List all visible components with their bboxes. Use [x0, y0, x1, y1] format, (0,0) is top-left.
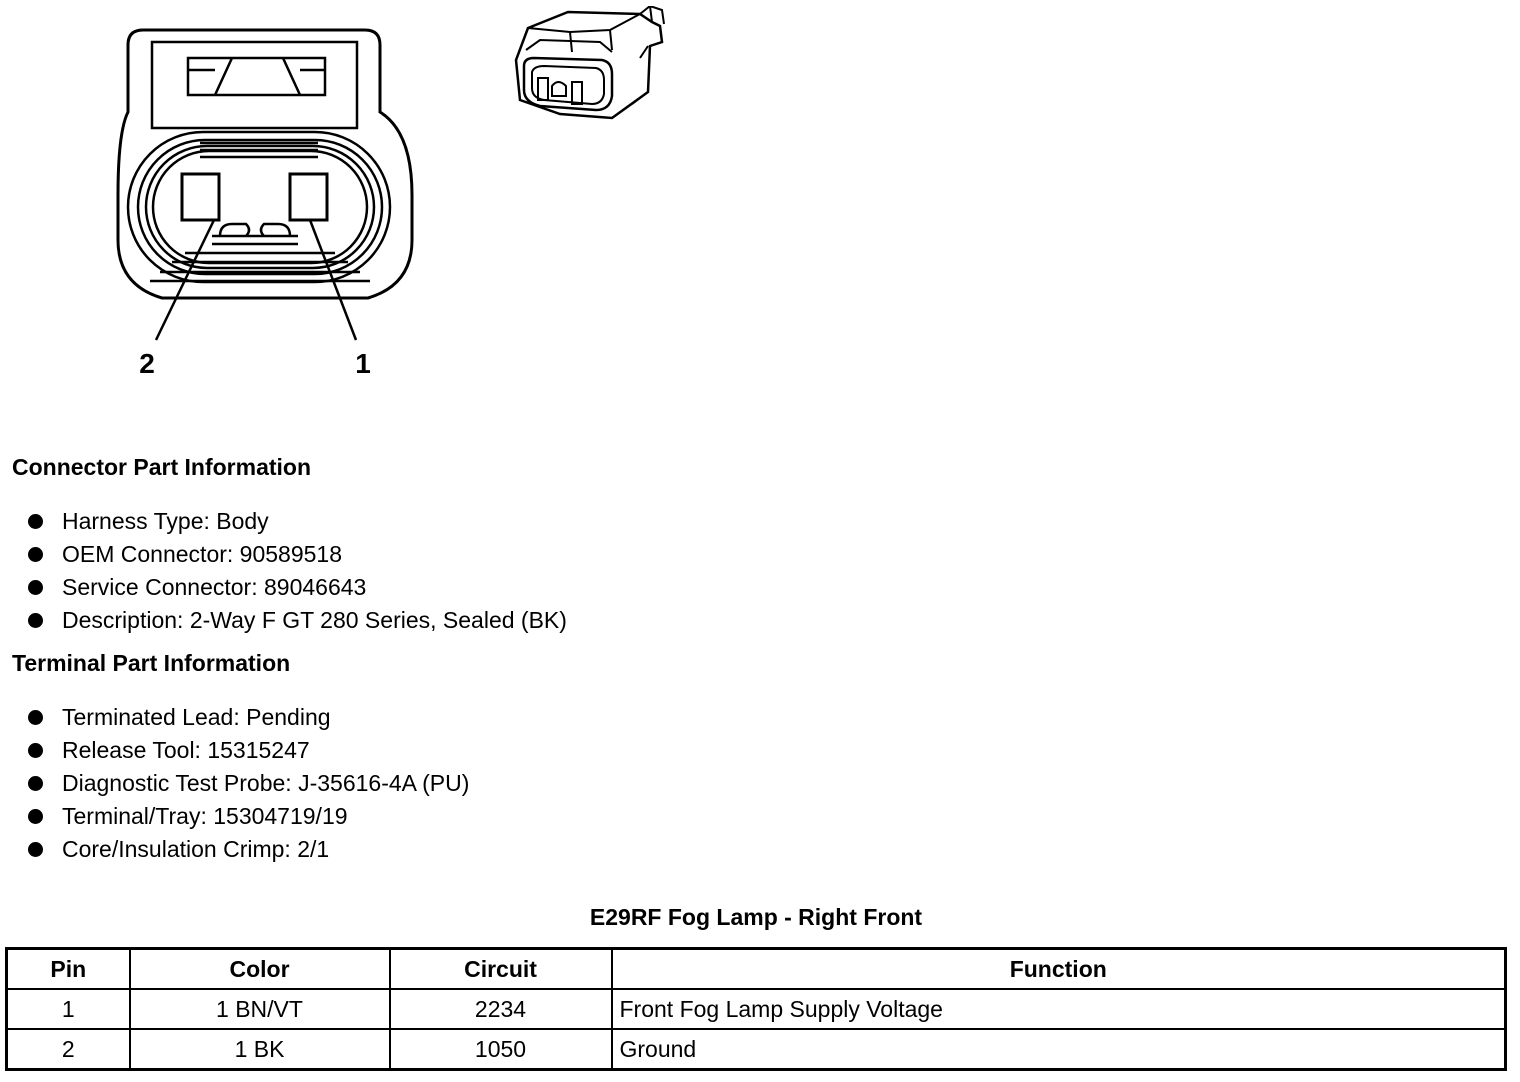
- list-item: [28, 571, 567, 604]
- pin-label-1: 1: [355, 348, 371, 379]
- bullet-icon: [28, 842, 43, 857]
- pinout-table: [5, 947, 1507, 1071]
- bullet-icon: [28, 613, 43, 628]
- list-item: [28, 734, 469, 767]
- list-item: [28, 833, 469, 866]
- connector-isometric-diagram: [508, 6, 674, 122]
- list-item-text: Release Tool: 15315247: [62, 737, 310, 763]
- list-item: [28, 767, 469, 800]
- connector-info-list: [28, 505, 567, 637]
- list-item: [28, 604, 567, 637]
- bullet-icon: [28, 547, 43, 562]
- terminal-info-heading: Terminal Part Information: [12, 650, 291, 676]
- cell-circuit: 2234: [390, 989, 612, 1029]
- list-item-text: OEM Connector: 90589518: [62, 541, 343, 567]
- bullet-icon: [28, 514, 43, 529]
- list-item-text: Diagnostic Test Probe: J-35616-4A (PU): [62, 770, 470, 796]
- cell-function: Front Fog Lamp Supply Voltage: [612, 989, 1506, 1029]
- list-item: [28, 538, 567, 571]
- bullet-icon: [28, 776, 43, 791]
- bullet-icon: [28, 809, 43, 824]
- terminal-info-list: [28, 701, 469, 866]
- bullet-icon: [28, 743, 43, 758]
- list-item-text: Harness Type: Body: [62, 508, 269, 534]
- column-header-pin: Pin: [7, 949, 130, 990]
- list-item-text: Description: 2-Way F GT 280 Series, Sealed (BK): [62, 607, 567, 633]
- list-item-text: Service Connector: 89046643: [62, 574, 367, 600]
- list-item-text: Terminal/Tray: 15304719/19: [62, 803, 348, 829]
- connector-info-heading: Connector Part Information: [12, 454, 312, 480]
- cell-function: Ground: [612, 1029, 1506, 1070]
- column-header-color: Color: [130, 949, 390, 990]
- column-header-function: Function: [612, 949, 1506, 990]
- column-header-circuit: Circuit: [390, 949, 612, 990]
- connector-face-diagram: [80, 22, 440, 384]
- list-item: [28, 800, 469, 833]
- bullet-icon: [28, 580, 43, 595]
- list-item: [28, 701, 469, 734]
- cell-pin: 1: [7, 989, 130, 1029]
- list-item-text: Terminated Lead: Pending: [62, 704, 331, 730]
- table-title: E29RF Fog Lamp - Right Front: [589, 904, 923, 930]
- cell-circuit: 1050: [390, 1029, 612, 1070]
- cell-pin: 2: [7, 1029, 130, 1070]
- table-header-row: [7, 949, 1506, 990]
- pin-label-2: 2: [139, 348, 155, 379]
- list-item: [28, 505, 567, 538]
- bullet-icon: [28, 710, 43, 725]
- cell-color: 1 BN/VT: [130, 989, 390, 1029]
- cell-color: 1 BK: [130, 1029, 390, 1070]
- table-row: [7, 989, 1506, 1029]
- table-row: [7, 1029, 1506, 1070]
- list-item-text: Core/Insulation Crimp: 2/1: [62, 836, 330, 862]
